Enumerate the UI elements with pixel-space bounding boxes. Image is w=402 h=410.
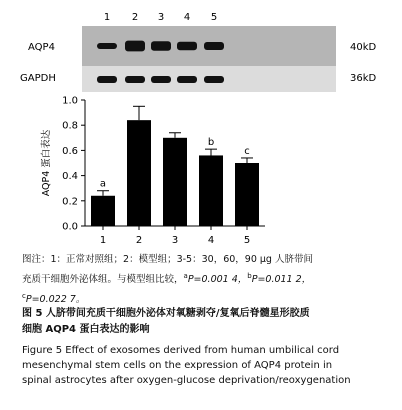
bar <box>199 155 223 226</box>
blot-lane-number: 1 <box>103 12 111 23</box>
bar <box>163 138 187 226</box>
blot-band-gapdh <box>151 76 171 83</box>
caption-en-line-1: Figure 5 Effect of exosomes derived from human umbilical cord <box>22 345 340 356</box>
x-tick-label: 4 <box>207 235 215 246</box>
blot-lane-number: 4 <box>183 12 191 23</box>
y-axis-label: AQP4 蛋白表达 <box>41 129 52 197</box>
x-tick-label: 1 <box>99 235 107 246</box>
x-tick-label: 2 <box>135 235 143 246</box>
blot-lane-number: 3 <box>157 12 165 23</box>
p-a-text: P=0.001 4， <box>187 274 248 286</box>
blot-band-gapdh <box>125 76 145 83</box>
blot-band-gapdh <box>97 76 117 83</box>
note-line-1: 图注：1：正常对照组；2：模型组；3-5：30，60，90 μg 人脐带间 <box>22 254 313 265</box>
caption-cn-line-2: 细胞 AQP4 蛋白表达的影响 <box>22 324 150 335</box>
p-b-sup: b <box>247 272 252 280</box>
caption-english <box>22 343 397 388</box>
p-c-text: P=0.022 7。 <box>25 294 86 306</box>
y-tick-label: 1.0 <box>62 95 78 107</box>
significance-label: a <box>99 178 107 190</box>
y-tick-label: 0.0 <box>62 221 78 233</box>
significance-label: c <box>244 145 250 157</box>
blot-band-aqp4 <box>177 42 197 50</box>
y-tick-label: 0.6 <box>62 145 78 157</box>
figure-note <box>22 252 392 308</box>
x-tick-label: 3 <box>171 235 179 246</box>
blot-band-aqp4 <box>151 41 171 51</box>
significance-label: b <box>207 137 215 149</box>
y-tick-label: 0.4 <box>62 171 78 183</box>
p-c-sup: c <box>22 292 26 301</box>
blot-band-aqp4 <box>204 42 224 50</box>
x-tick-label: 5 <box>243 235 251 246</box>
blot-size-aqp4: 40kD <box>350 42 377 53</box>
note-line-2: 充质干细胞外泌体组。与模型组比较， <box>22 274 184 286</box>
blot-lane-number: 5 <box>210 12 218 23</box>
bar <box>127 120 151 226</box>
bar <box>91 196 115 226</box>
blot-band-aqp4 <box>97 43 117 49</box>
y-tick-label: 0.2 <box>62 196 78 208</box>
bar-chart <box>40 96 265 247</box>
y-tick-label: 0.8 <box>62 120 78 132</box>
caption-en-line-3: spinal astrocytes after oxygen-glucose deprivation/reoxygenation <box>22 375 351 386</box>
blot-size-gapdh: 36kD <box>350 73 377 84</box>
caption-cn-line-1: 图 5 人脐带间充质干细胞外泌体对氧糖剥夺/复氧后脊髓星形胶质 <box>22 308 310 319</box>
blot-band-gapdh <box>177 76 197 83</box>
blot-band-aqp4 <box>125 41 145 52</box>
p-a-sup: a <box>183 272 188 280</box>
caption-chinese <box>22 306 392 338</box>
bar <box>235 163 259 226</box>
caption-en-line-2: mesenchymal stem cells on the expression of AQP4 protein in <box>22 360 333 371</box>
blot-lane-numbers <box>104 12 217 23</box>
blot-label-aqp4: AQP4 <box>28 42 55 53</box>
p-b-text: P=0.011 2， <box>251 274 312 286</box>
blot-band-gapdh <box>204 76 224 83</box>
blot-label-gapdh: GAPDH <box>20 73 56 84</box>
blot-lane-number: 2 <box>131 12 139 23</box>
